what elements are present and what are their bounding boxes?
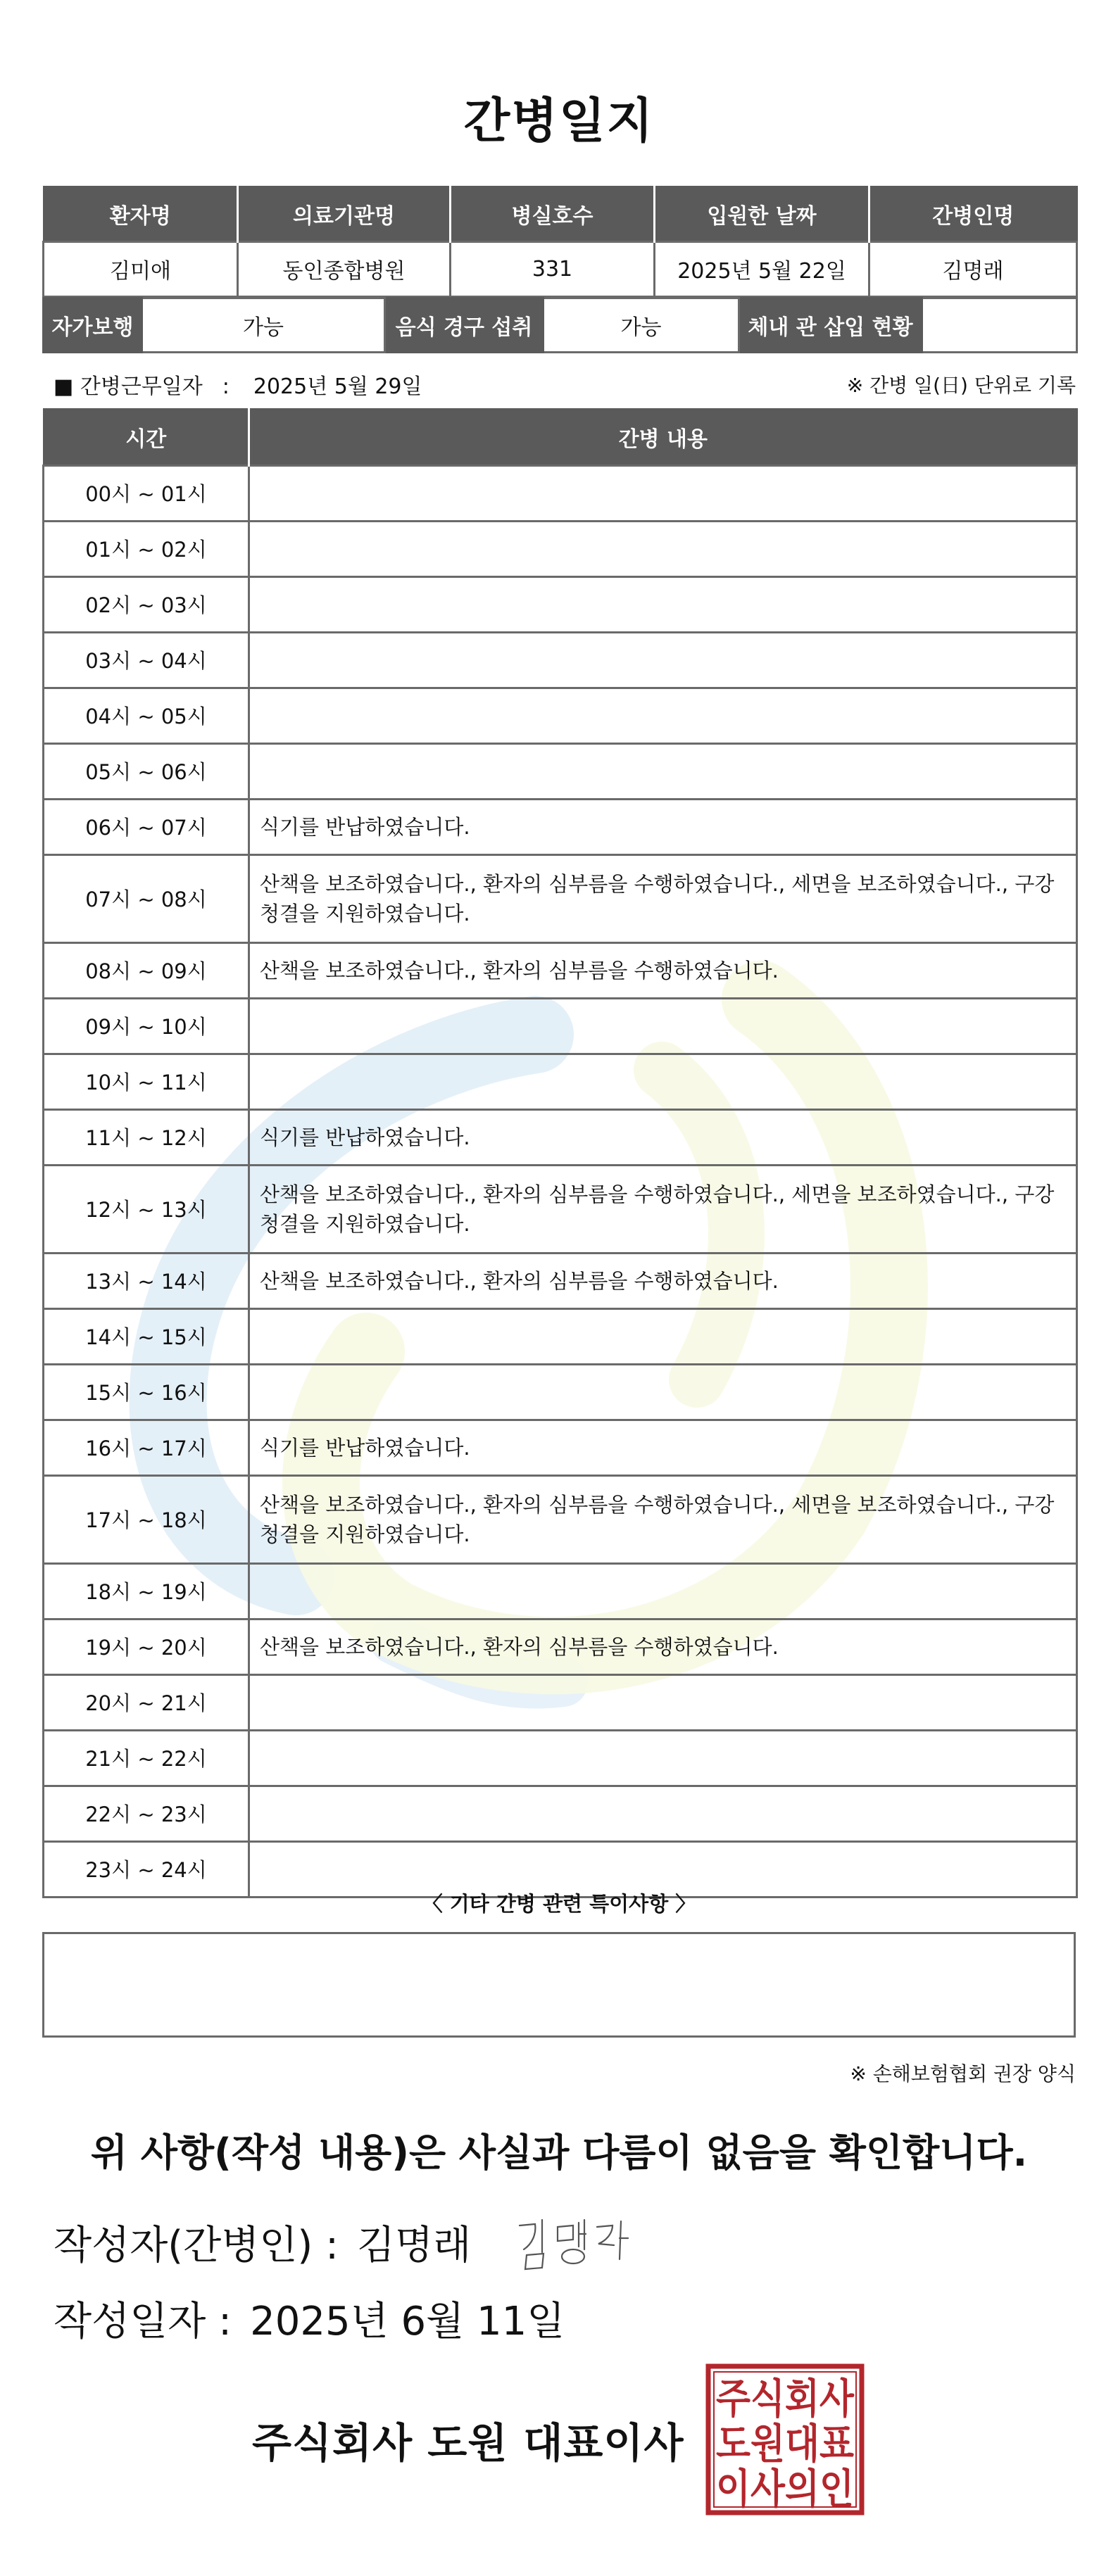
log-content: [249, 743, 1077, 799]
log-time: 09시 ~ 10시: [44, 998, 249, 1054]
writer-label: 작성자(간병인) :: [54, 2223, 339, 2268]
log-row: [44, 632, 1077, 688]
header-admission-date: 입원한 날짜: [655, 187, 869, 241]
company-line: [252, 2410, 684, 2469]
work-date-label: ■ 간병근무일자: [54, 374, 203, 399]
log-time: 00시 ~ 01시: [44, 465, 249, 521]
log-content: [249, 1563, 1077, 1619]
day-unit-note: ※ 간병 일(日) 단위로 기록: [846, 374, 1076, 397]
header-caregiver-name: 간병인명: [869, 187, 1077, 241]
log-row: [44, 1619, 1077, 1674]
log-content: 산책을 보조하였습니다., 환자의 심부름을 수행하였습니다., 세면을 보조하였습니다., 구강청결을 지원하였습니다.: [249, 1475, 1077, 1563]
log-content: [249, 998, 1077, 1054]
log-content: 산책을 보조하였습니다., 환자의 심부름을 수행하였습니다.: [249, 942, 1077, 998]
company-seal-stamp: [704, 2362, 866, 2517]
log-content: 산책을 보조하였습니다., 환자의 심부름을 수행하였습니다., 세면을 보조하였습니다., 구강청결을 지원하였습니다.: [249, 854, 1077, 942]
remarks-title: 〈 기타 간병 관련 특이사항 〉: [422, 1892, 696, 1916]
caregiver-name: 김명래: [869, 241, 1077, 296]
work-date-line: [54, 369, 422, 400]
log-row: [44, 688, 1077, 743]
log-row: [44, 1109, 1077, 1165]
log-time: 01시 ~ 02시: [44, 521, 249, 576]
log-row: [44, 1420, 1077, 1475]
log-row: [44, 1475, 1077, 1563]
log-row: [44, 1308, 1077, 1364]
log-content: [249, 632, 1077, 688]
handwritten-signature: [514, 2210, 648, 2273]
log-row: [44, 1253, 1077, 1308]
log-time: 05시 ~ 06시: [44, 743, 249, 799]
page-title: 간병일지: [463, 94, 655, 149]
log-content: [249, 1054, 1077, 1109]
log-content: [249, 1364, 1077, 1420]
write-date-label: 작성일자 :: [54, 2299, 232, 2344]
log-time: 14시 ~ 15시: [44, 1308, 249, 1364]
work-date-value: 2025년 5월 29일: [253, 374, 422, 399]
seal-text-line: 이사의인: [716, 2465, 854, 2513]
log-header-content: 간병 내용: [249, 409, 1077, 465]
log-row: [44, 521, 1077, 576]
log-content: 식기를 반납하였습니다.: [249, 799, 1077, 854]
log-time: 19시 ~ 20시: [44, 1619, 249, 1674]
log-time: 23시 ~ 24시: [44, 1841, 249, 1897]
log-time: 11시 ~ 12시: [44, 1109, 249, 1165]
seal-text-line: 도원대표: [716, 2420, 854, 2468]
writer-name: 김명래: [356, 2223, 472, 2268]
company-title: 대표이사: [523, 2419, 684, 2467]
log-time: 06시 ~ 07시: [44, 799, 249, 854]
work-date-separator: :: [222, 374, 230, 399]
log-content: [249, 521, 1077, 576]
log-time: 16시 ~ 17시: [44, 1420, 249, 1475]
log-time: 17시 ~ 18시: [44, 1475, 249, 1563]
log-content: 식기를 반납하였습니다.: [249, 1420, 1077, 1475]
log-content: [249, 1674, 1077, 1730]
admission-date: 2025년 5월 22일: [655, 241, 869, 296]
log-row: [44, 1364, 1077, 1420]
patient-status-table: [42, 297, 1078, 353]
confirmation-statement: 위 사항(작성 내용)은 사실과 다름이 없음을 확인합니다.: [90, 2130, 1028, 2175]
log-content: [249, 576, 1077, 632]
log-row: [44, 576, 1077, 632]
room-number: 331: [451, 241, 655, 296]
log-time: 15시 ~ 16시: [44, 1364, 249, 1420]
log-time: 13시 ~ 14시: [44, 1253, 249, 1308]
patient-name: 김미애: [44, 241, 238, 296]
log-row: [44, 1563, 1077, 1619]
writer-line: [54, 2214, 471, 2271]
log-content: [249, 1730, 1077, 1786]
remarks-box: [42, 1932, 1076, 2038]
log-time: 18시 ~ 19시: [44, 1563, 249, 1619]
log-time: 22시 ~ 23시: [44, 1786, 249, 1841]
oral-intake-value: 가능: [544, 298, 739, 353]
log-row: [44, 998, 1077, 1054]
log-content: [249, 1308, 1077, 1364]
self-walk-label: 자가보행: [44, 298, 142, 353]
form-footnote: ※ 손해보험협회 권장 양식: [850, 2062, 1076, 2085]
log-time: 08시 ~ 09시: [44, 942, 249, 998]
log-row: [44, 1165, 1077, 1253]
log-time: 04시 ~ 05시: [44, 688, 249, 743]
log-time: 20시 ~ 21시: [44, 1674, 249, 1730]
log-content: 식기를 반납하였습니다.: [249, 1109, 1077, 1165]
log-row: [44, 799, 1077, 854]
log-time: 10시 ~ 11시: [44, 1054, 249, 1109]
write-date-line: [54, 2290, 565, 2347]
write-date-value: 2025년 6월 11일: [250, 2299, 565, 2344]
log-content: 산책을 보조하였습니다., 환자의 심부름을 수행하였습니다., 세면을 보조하였습니다., 구강청결을 지원하였습니다.: [249, 1165, 1077, 1253]
log-header-time: 시간: [44, 409, 249, 465]
log-row: [44, 1730, 1077, 1786]
header-patient-name: 환자명: [44, 187, 238, 241]
log-row: [44, 854, 1077, 942]
seal-text-line: 주식회사: [716, 2375, 855, 2423]
log-row: [44, 1674, 1077, 1730]
log-time: 02시 ~ 03시: [44, 576, 249, 632]
patient-info-table: [42, 186, 1078, 298]
oral-intake-label: 음식 경구 섭취: [385, 298, 544, 353]
care-log-table: [42, 408, 1078, 1898]
tube-status-value: [922, 298, 1077, 353]
log-content: 산책을 보조하였습니다., 환자의 심부름을 수행하였습니다.: [249, 1619, 1077, 1674]
tube-status-label: 체내 관 삽입 현황: [739, 298, 922, 353]
company-name: 주식회사 도원: [252, 2419, 508, 2467]
log-content: 산책을 보조하였습니다., 환자의 심부름을 수행하였습니다.: [249, 1253, 1077, 1308]
header-room-number: 병실호수: [451, 187, 655, 241]
log-time: 07시 ~ 08시: [44, 854, 249, 942]
log-time: 12시 ~ 13시: [44, 1165, 249, 1253]
log-content: [249, 688, 1077, 743]
header-hospital-name: 의료기관명: [238, 187, 451, 241]
log-row: [44, 1786, 1077, 1841]
log-row: [44, 743, 1077, 799]
log-row: [44, 1054, 1077, 1109]
log-content: [249, 1786, 1077, 1841]
log-content: [249, 465, 1077, 521]
log-time: 03시 ~ 04시: [44, 632, 249, 688]
log-time: 21시 ~ 22시: [44, 1730, 249, 1786]
log-row: [44, 465, 1077, 521]
self-walk-value: 가능: [142, 298, 385, 353]
log-row: [44, 942, 1077, 998]
hospital-name: 동인종합병원: [238, 241, 451, 296]
